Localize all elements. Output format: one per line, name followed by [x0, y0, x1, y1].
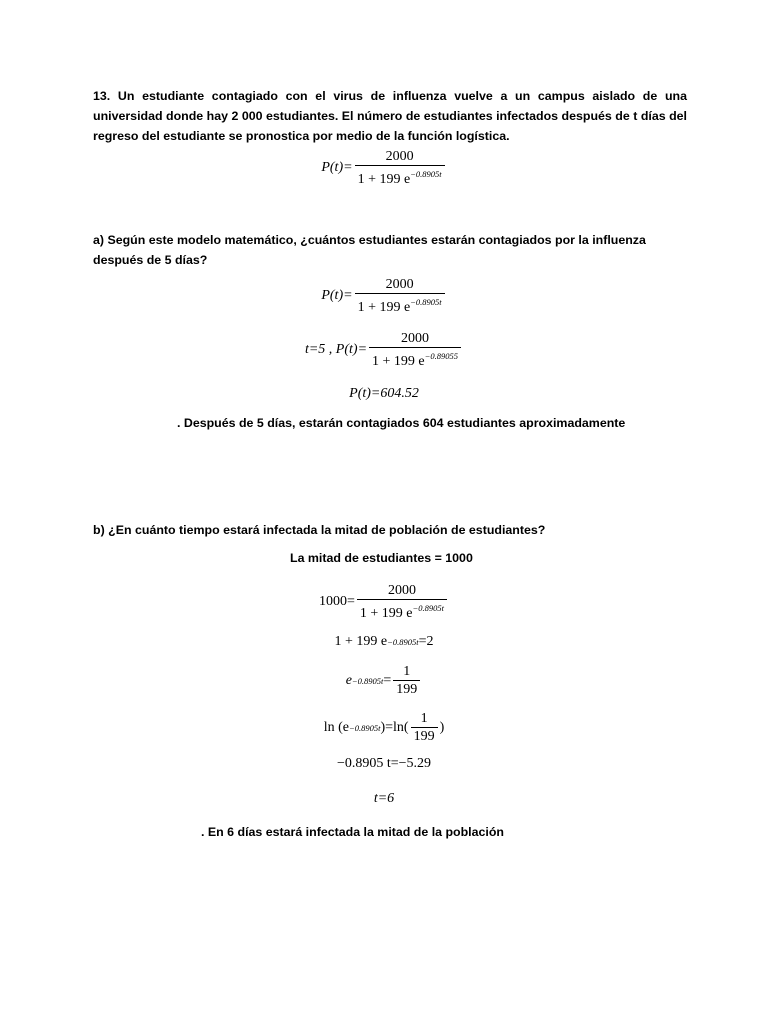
part-b-eq1-fraction: $\frac{2000}{1 + 199 e^{-0.8905t}}$ [357, 583, 447, 621]
problem-line-2: universidad donde hay 2 000 estudiantes. El número de estudiantes infectados después de t días del [93, 109, 687, 123]
part-a-eq2-fraction: $\frac{2000}{1 + 199 e^{-0.89055}}$ [369, 331, 461, 369]
problem-line-1: 13. Un estudiante contagiado con el virus de influenza vuelve a un campus aislado de una [93, 89, 687, 103]
problem-line-3: regreso del estudiante se pronostica por medio de la función logística. [93, 129, 510, 143]
problem-statement [93, 86, 687, 146]
model-fraction [355, 149, 445, 187]
part-b-equation-6: t=6 [373, 791, 395, 806]
part-b-equation-1: 1000= $\frac{2000}{1 + 199 e^{-0.8905t}}$ [0, 583, 768, 621]
model-exponent: −0.8905t [410, 169, 442, 179]
part-a-eq1-fraction: $\frac{2000}{1 + 199 e^{-0.8905t}}$ [355, 277, 445, 315]
part-a-question [93, 230, 687, 270]
part-b-eq4-fraction: $\frac{1}{199}$ [411, 711, 438, 744]
part-b-eq3-fraction: $\frac{1}{199}$ [393, 664, 420, 697]
part-a-question-line-1: a) Según este modelo matemático, ¿cuántos estudiantes estarán contagiados por la influenza [93, 233, 646, 247]
model-equation [0, 149, 768, 187]
part-b-equation-4: ln (e −0.8905t )=ln( $\frac{1}{199}$ ) [323, 711, 445, 744]
part-b-answer: . En 6 días estará infectada la mitad de la población [201, 825, 504, 839]
part-a-equation-3: P(t)=604.52 [349, 386, 419, 401]
model-lhs: P(t)= [321, 160, 353, 175]
model-numerator: 2000 [385, 149, 414, 164]
part-b-equation-5: −0.8905 t=−5.29 [336, 756, 432, 771]
part-b-question: b) ¿En cuánto tiempo estará infectada la mitad de población de estudiantes? [93, 523, 546, 537]
part-a-equation-2: t=5 , P(t)= $\frac{2000}{1 + 199 e^{-0.89055}}$ [0, 331, 768, 369]
part-b-half-label: La mitad de estudiantes = 1000 [290, 551, 473, 565]
model-denominator: 1 + 199 $e^{-0.8905t}$ [355, 165, 445, 187]
part-a-question-line-2: después de 5 días? [93, 253, 208, 267]
part-b-equation-2: 1 + 199 e −0.8905t =2 [334, 634, 434, 649]
part-a-answer: . Después de 5 días, estarán contagiados 604 estudiantes aproximadamente [177, 416, 626, 430]
part-b-equation-3: e −0.8905t = $\frac{1}{199}$ [0, 664, 768, 697]
part-a-equation-1: P(t)= $\frac{2000}{1 + 199 e^{-0.8905t}}$ [0, 277, 768, 315]
